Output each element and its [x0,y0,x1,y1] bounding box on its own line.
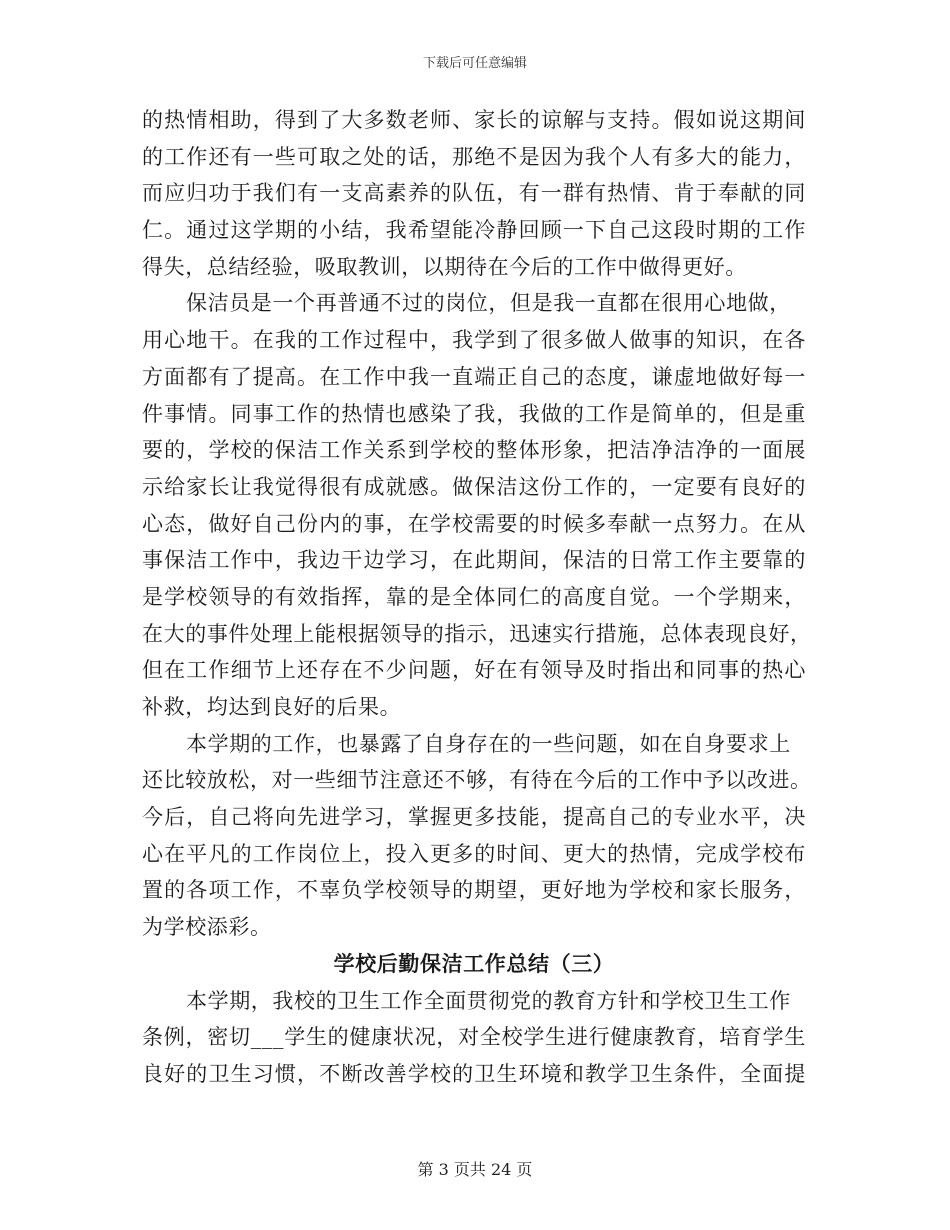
text-line: 在大的事件处理上能根据领导的指示，迅速实行措施，总体表现良好， [142,621,812,646]
text-line: 心在平凡的工作岗位上，投入更多的时间、更大的热情，完成学校布 [142,841,806,866]
text-line: 仁。通过这学期的小结，我希望能冷静回顾一下自己这段时期的工作 [142,218,806,243]
text-line: 而应归功于我们有一支高素养的队伍，有一群有热情、肯于奉献的同 [142,181,806,206]
text-line: 但在工作细节上还存在不少问题，好在有领导及时指出和同事的热心 [142,658,806,683]
text-line: 为学校添彩。 [142,915,272,940]
text-line: 件事情。同事工作的热情也感染了我，我做的工作是简单的，但是重 [142,401,806,426]
paragraph [142,102,806,285]
text-line: 是学校领导的有效指挥，靠的是全体同仁的高度自觉。一个学期来， [142,584,806,609]
paragraph [142,983,806,1093]
text-line: 示给家长让我觉得很有成就感。做保洁这份工作的，一定要有良好的 [142,474,806,499]
text-line: 得失，总结经验，吸取教训，以期待在今后的工作中做得更好。 [142,254,747,279]
text-line: 事保洁工作中，我边干边学习，在此期间，保洁的日常工作主要靠的 [142,548,806,573]
document-body [142,102,812,1093]
text-line: 用心地干。在我的工作过程中，我学到了很多做人做事的知识，在各 [142,328,806,353]
text-line: 本学期，我校的卫生工作全面贯彻党的教育方针和学校卫生工作 [186,988,791,1013]
page-footer: 第 3 页共 24 页 [417,1160,533,1179]
page-header: 下载后可任意编辑 [422,56,527,71]
text-line: 补救，均达到良好的后果。 [142,695,402,719]
text-line: 置的各项工作，不辜负学校领导的期望，更好地为学校和家长服务， [142,878,806,903]
paragraph [142,285,812,725]
text-line: 方面都有了提高。在工作中我一直端正自己的态度，谦虚地做好每一 [142,364,806,389]
text-line: 的热情相助，得到了大多数老师、家长的谅解与支持。假如说这期间 [142,108,806,132]
text-line: 条例，密切___学生的健康状况，对全校学生进行健康教育，培育学生 [142,1025,806,1050]
text-line: 的工作还有一些可取之处的话，那绝不是因为我个人有多大的能力， [142,144,806,169]
text-line: 还比较放松，对一些细节注意还不够，有待在今后的工作中予以改进。 [142,768,812,793]
paragraph [142,726,812,946]
text-line: 良好的卫生习惯，不断改善学校的卫生环境和教学卫生条件，全面提 [142,1061,806,1086]
section-title: 学校后勤保洁工作总结（三） [333,950,615,976]
text-line: 心态，做好自己份内的事，在学校需要的时候多奉献一点努力。在从 [142,511,806,536]
text-line: 本学期的工作，也暴露了自身存在的一些问题，如在自身要求上 [186,731,791,756]
text-line: 今后，自己将向先进学习，掌握更多技能，提高自己的专业水平，决 [142,805,806,830]
text-line: 保洁员是一个再普通不过的岗位，但是我一直都在很用心地做， [186,291,791,316]
text-line: 要的，学校的保洁工作关系到学校的整体形象，把洁净洁净的一面展 [142,438,806,463]
